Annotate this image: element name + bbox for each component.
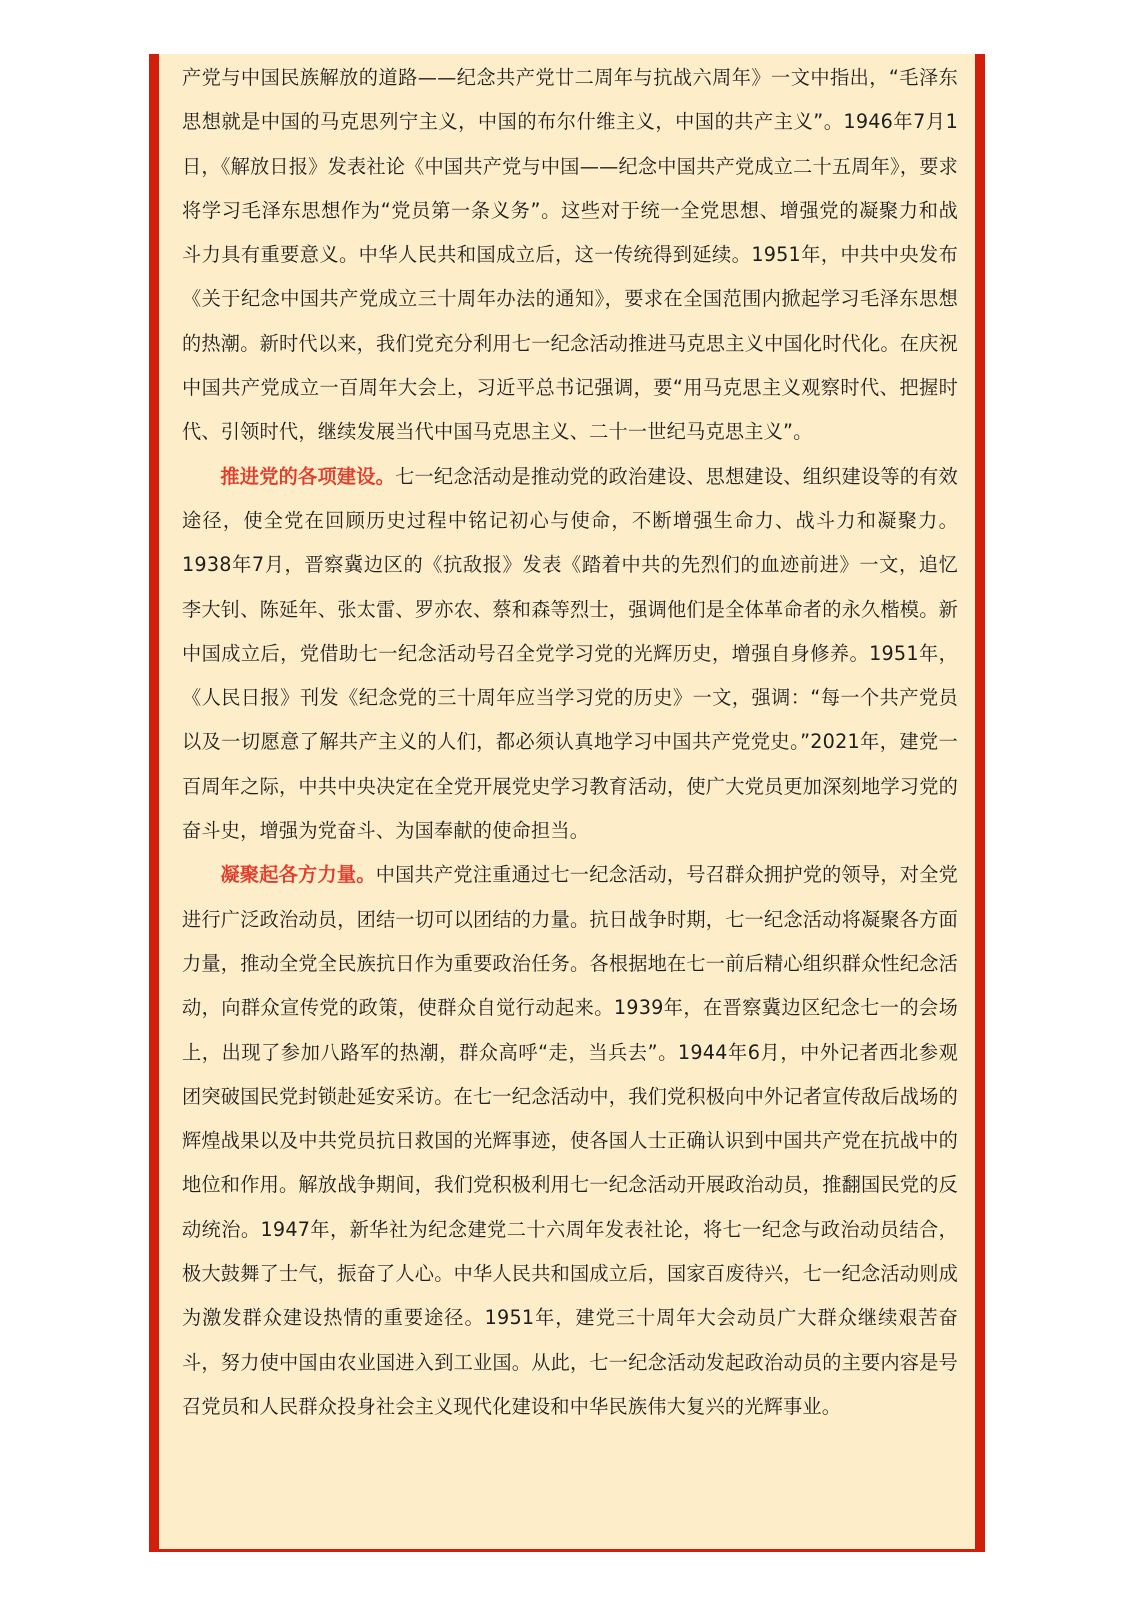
- section-heading-party-building: 推进党的各项建设。: [220, 464, 396, 488]
- section-body-unite-forces: 中国共产党注重通过七一纪念活动，号召群众拥护党的领导，对全党进行广泛政治动员，团结一切可以团结的力量。抗日战争时期，七一纪念活动将凝聚各方面力量，推动全党全民族抗日作为重要政治任务。各根据地在七一前后精心组织群众性纪念活动，向群众宣传党的政策，使群众自觉行动起来。1939年，在晋察冀边区纪念七一的会场上，出现了参加八路军的热潮，群众高呼“走，当兵去”。1944年6月，中外记者西北参观团突破国民党封锁赴延安采访。在七一纪念活动中，我们党积极向中外记者宣传敌后战场的辉煌战果以及中共党员抗日救国的光辉事迹，使各国人士正确认识到中国共产党在抗战中的地位和作用。解放战争期间，我们党积极利用七一纪念活动开展政治动员，推翻国民党的反动统治。1947年，新华社为纪念建党二十六周年发表社论，将七一纪念与政治动员结合，极大鼓舞了士气，振奋了人心。中华人民共和国成立后，国家百废待兴，七一纪念活动则成为激发群众建设热情的重要途径。1951年，建党三十周年大会动员广大群众继续艰苦奋斗，努力使中国由农业国进入到工业国。从此，七一纪念活动发起政治动员的主要内容是号召党员和人民群众投身社会主义现代化建设和中华民族伟大复兴的光辉事业。: [182, 863, 958, 1418]
- paragraph-continuation: 产党与中国民族解放的道路——纪念共产党廿二周年与抗战六周年》一文中指出，“毛泽东思想就是中国的马克思列宁主义，中国的布尔什维主义，中国的共产主义”。1946年7月1日，《解放日报》发表社论《中国共产党与中国——纪念中国共产党成立二十五周年》，要求将学习毛泽东思想作为“党员第一条义务”。这些对于统一全党思想、增强党的凝聚力和战斗力具有重要意义。中华人民共和国成立后，这一传统得到延续。1951年，中共中央发布《关于纪念中国共产党成立三十周年办法的通知》，要求在全国范围内掀起学习毛泽东思想的热潮。新时代以来，我们党充分利用七一纪念活动推进马克思主义中国化时代化。在庆祝中国共产党成立一百周年大会上，习近平总书记强调，要“用马克思主义观察时代、把握时代、引领时代，继续发展当代中国马克思主义、二十一世纪马克思主义”。: [182, 66, 958, 444]
- paragraph-unite-forces: [182, 853, 958, 1429]
- section-body-party-building: 七一纪念活动是推动党的政治建设、思想建设、组织建设等的有效途径，使全党在回顾历史过程中铭记初心与使命，不断增强生命力、战斗力和凝聚力。1938年7月，晋察冀边区的《抗敌报》发表《踏着中共的先烈们的血迹前进》一文，追忆李大钊、陈延年、张太雷、罗亦农、蔡和森等烈士，强调他们是全体革命者的永久楷模。新中国成立后，党借助七一纪念活动号召全党学习党的光辉历史，增强自身修养。1951年，《人民日报》刊发《纪念党的三十周年应当学习党的历史》一文，强调：“每一个共产党员以及一切愿意了解共产主义的人们，都必须认真地学习中国共产党党史。”2021年，建党一百周年之际，中共中央决定在全党开展党史学习教育活动，使广大党员更加深刻地学习党的奋斗史，增强为党奋斗、为国奉献的使命担当。: [182, 464, 958, 843]
- article-body: [182, 56, 958, 1429]
- section-heading-unite-forces: 凝聚起各方力量。: [220, 863, 376, 887]
- article-panel: [149, 54, 985, 1552]
- paragraph-party-building: [182, 455, 958, 854]
